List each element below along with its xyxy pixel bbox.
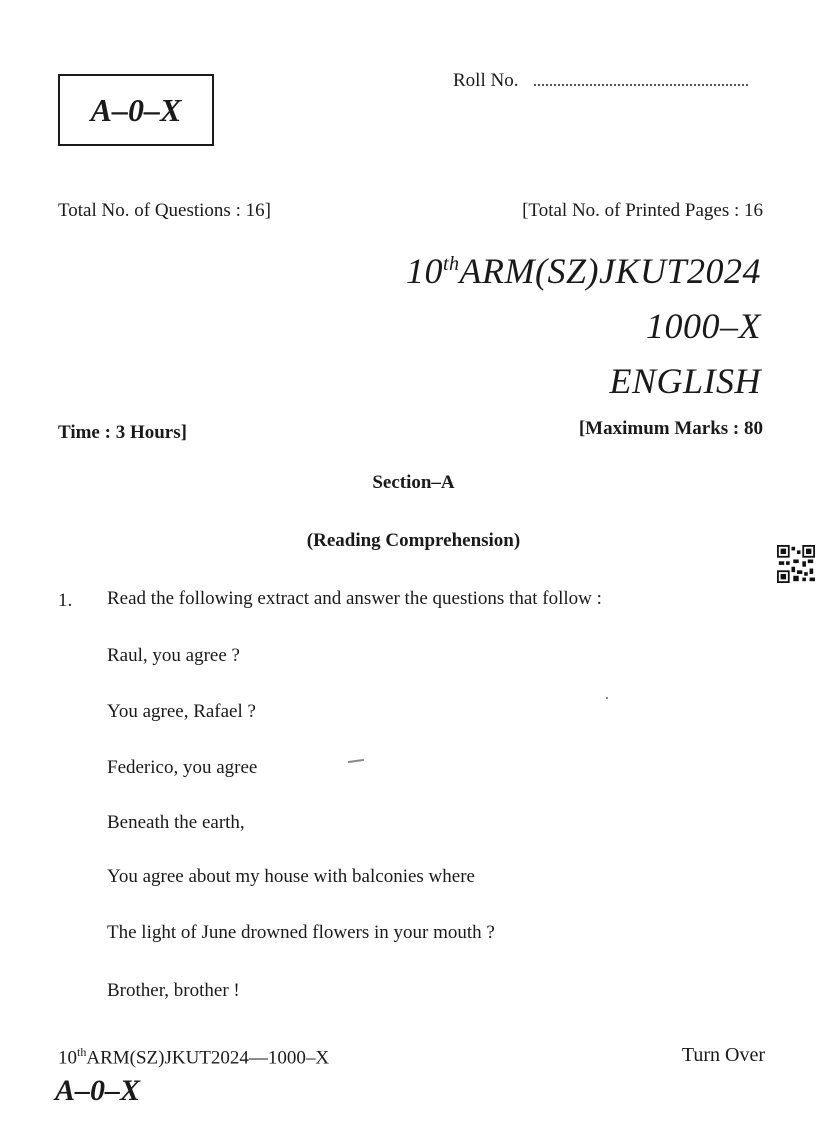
poem-line: You agree, Rafael ? [107,701,256,722]
turn-over-label: Turn Over [681,1044,765,1066]
exam-code-rest: ARM(SZ)JKUT2024 [459,251,761,291]
footer-code-prefix: 10 [58,1047,77,1069]
poem-line: Brother, brother ! [107,980,240,1001]
exam-code [406,250,761,292]
scan-speck [348,759,364,763]
poem-line: The light of June drowned flowers in your mouth ? [107,922,495,943]
exam-code-sup: th [442,253,460,275]
footer-code-rest: ARM(SZ)JKUT2024—1000–X [86,1047,330,1069]
exam-code-prefix: 10 [405,251,443,291]
time-allowed: Time : 3 Hours] [58,422,187,443]
roll-number-field [453,70,748,92]
maximum-marks: [Maximum Marks : 80 [578,418,763,439]
subject-title: ENGLISH [609,361,761,401]
question-number: 1. [58,590,73,611]
qr-code-icon [777,545,815,583]
footer-set-code: A–0–X [55,1074,141,1107]
footer-code-sup: th [77,1045,87,1059]
section-subtitle: (Reading Comprehension) [306,530,521,551]
roll-dotted-line [534,70,748,86]
paper-number: 1000–X [646,306,761,346]
total-questions: Total No. of Questions : 16] [58,200,271,221]
poem-line: Raul, you agree ? [107,645,240,666]
set-code: A–0–X [90,91,182,128]
total-pages: [Total No. of Printed Pages : 16 [522,200,763,221]
roll-label: Roll No. [453,70,519,91]
question-instruction: Read the following extract and answer the questions that follow : [107,588,602,609]
poem-line: You agree about my house with balconies where [107,866,475,887]
poem-line: Beneath the earth, [107,812,245,833]
footer-exam-code [58,1045,329,1069]
section-title: Section–A [372,472,455,493]
set-code-box [58,74,214,146]
scan-speck [606,697,608,699]
poem-line: Federico, you agree [107,757,258,778]
